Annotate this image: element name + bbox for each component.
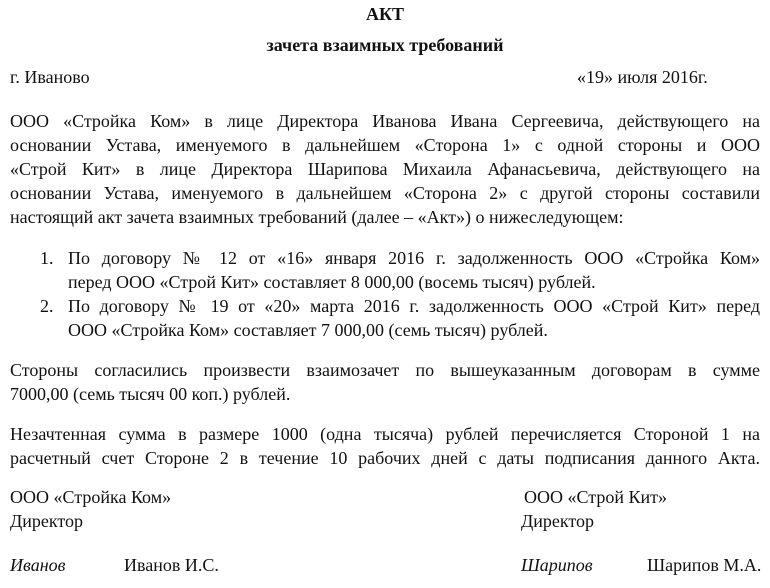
agreement-line: 7000,00 (семь тысяч 00 коп.) рублей. — [10, 384, 291, 404]
intro-line: «Строй Кит» в лице Директора Шарипова Михаила Афанасьевича, действующего на — [10, 159, 760, 179]
remainder-line: расчетный счет Стороне 2 в течение 10 рабочих дней с даты подписания данного Акта. — [10, 448, 760, 468]
left-company: ООО «Стройка Ком» — [10, 487, 172, 507]
right-company: ООО «Строй Кит» — [524, 487, 667, 507]
left-signature: Иванов — [10, 555, 66, 575]
document-title: АКТ — [365, 4, 405, 24]
list-number: 1. — [40, 248, 54, 268]
right-position: Директор — [521, 511, 595, 531]
intro-line: основании Устава, именуемого в дальнейшем «Сторона 1» с одной стороны и ООО — [10, 135, 760, 155]
document-subtitle: зачета взаимных требований — [266, 35, 504, 55]
agreement-line: Стороны согласились произвести взаимозачет по вышеуказанным договорам в сумме — [10, 360, 760, 380]
date: «19» июля 2016г. — [577, 67, 708, 87]
intro-line: настоящий акт зачета взаимных требований (далее – «Акт») о нижеследующем: — [10, 207, 624, 227]
right-signature: Шарипов — [521, 555, 593, 575]
list-number: 2. — [40, 296, 54, 316]
right-name: Шарипов М.А. — [647, 555, 762, 575]
list-item-line: перед ООО «Строй Кит» составляет 8 000,00 (восемь тысяч) рублей. — [68, 272, 596, 292]
list-item-line: По договору № 19 от «20» марта 2016 г. задолженность ООО «Строй Кит» перед — [68, 296, 760, 316]
list-item-line: ООО «Стройка Ком» составляет 7 000,00 (семь тысяч) рублей. — [68, 320, 548, 340]
city: г. Иваново — [10, 67, 90, 87]
intro-line: ООО «Стройка Ком» в лице Директора Иванова Ивана Сергеевича, действующего на — [10, 111, 760, 131]
left-position: Директор — [10, 511, 84, 531]
left-name: Иванов И.С. — [124, 555, 219, 575]
list-item-line: По договору № 12 от «16» января 2016 г. задолженность ООО «Стройка Ком» — [68, 248, 760, 268]
remainder-line: Незачтенная сумма в размере 1000 (одна тысяча) рублей перечисляется Стороной 1 на — [10, 424, 760, 444]
intro-line: основании Устава, именуемого в дальнейшем «Сторона 2» с другой стороны составили — [10, 183, 760, 203]
